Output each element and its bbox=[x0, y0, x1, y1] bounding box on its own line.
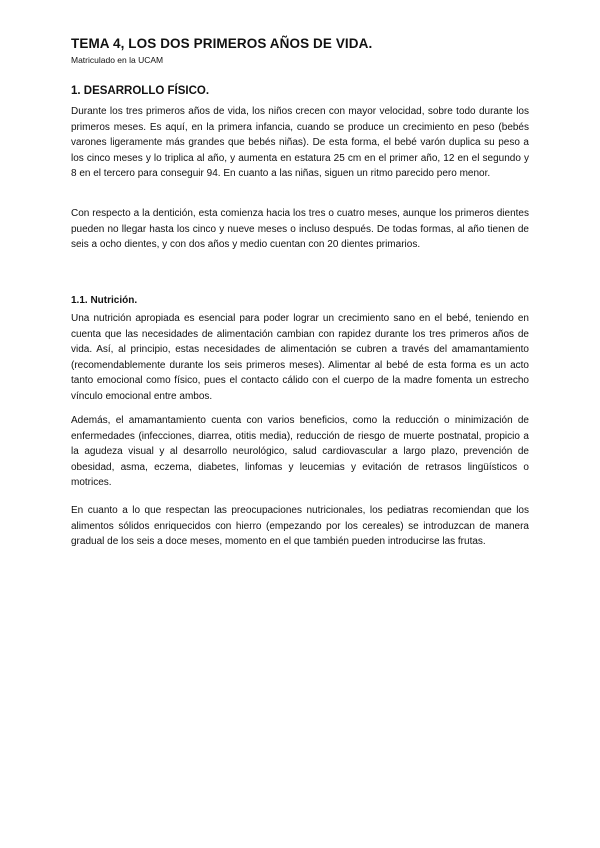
paragraph-beneficios: Además, el amamantamiento cuenta con varios beneficios, como la reducción o minimización de enfermedades (infecciones, diarrea, otitis media), reducción de riesgo de muerte postnatal, propicio a la agudeza visual y al desarrollo neurológico, salud cardiovascular a largo plazo, prevención de obesidad, asma, eczema, diabetes, linfomas y leucemias y evitación de retrasos lingüísticos o motrices. bbox=[71, 415, 529, 489]
paragraph-crecimiento: Durante los tres primeros años de vida, los niños crecen con mayor velocidad, sobre todo durante los primeros meses. Es aquí, en la primera infancia, cuando se produce un crecimiento en peso (bebés varones ligeramente más grandes que bebés niñas). De esta forma, el bebé varón duplica su peso a los cinco meses y lo triplica al año, y aumenta en estatura 25 cm en el primer año, 12 en el segundo y 8 en el tercero para conseguir 94. En cuanto a las niñas, siguen un ritmo parecido pero menor. bbox=[71, 106, 529, 180]
paragraph-denticion: Con respecto a la dentición, esta comienza hacia los tres o cuatro meses, aunque los primeros dientes pueden no llegar hasta los cinco y nueve meses o incluso después. De todas formas, al año tienen de seis a ocho dientes, y con dos años y medio cuentan con 20 dientes primarios. bbox=[71, 208, 529, 251]
document-subtitle: Matriculado en la UCAM bbox=[71, 55, 164, 65]
paragraph-nutricion: Una nutrición apropiada es esencial para poder lograr un crecimiento sano en el bebé, teniendo en cuenta que las necesidades de alimentación cambian con rapidez durante los tres primeros años de vida. Así, al principio, estas necesidades de alimentación se cubren a través del amamantamiento (recomendablemente durante los seis primeros meses). Alimentar al bebé de esta forma es un acto tanto emocional como físico, pues el contacto cálido con el cuerpo de la madre fomenta un estrecho vínculo emocional entre ambos. bbox=[71, 313, 529, 402]
paragraph-alimentos-solidos: En cuanto a lo que respectan las preocupaciones nutricionales, los pediatras recomiendan que los alimentos sólidos enriquecidos con hierro (empezando por los cereales) se introduzcan de manera gradual de los seis a doce meses, momento en el que también pueden introducirse las frutas. bbox=[71, 505, 529, 548]
document-title: TEMA 4, LOS DOS PRIMEROS AÑOS DE VIDA. bbox=[71, 36, 373, 51]
section-heading-desarrollo-fisico: 1. DESARROLLO FÍSICO. bbox=[71, 85, 210, 97]
section-heading-nutricion: 1.1. Nutrición. bbox=[71, 295, 138, 306]
